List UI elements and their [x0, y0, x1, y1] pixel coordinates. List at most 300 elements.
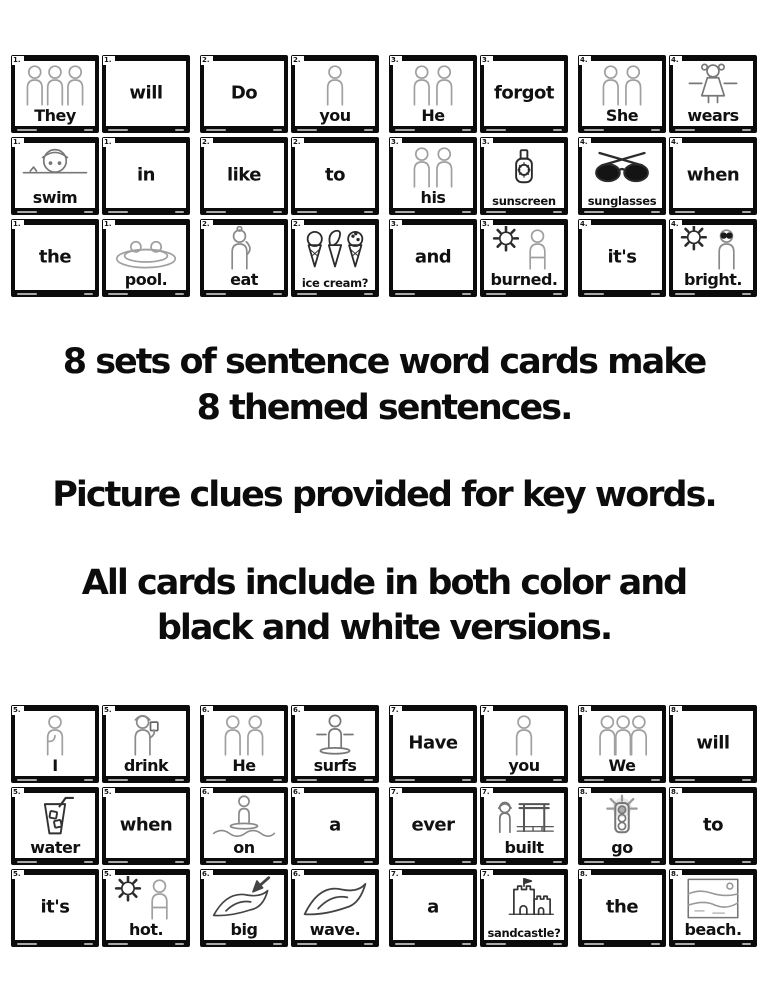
card-fine-print-right [651, 943, 660, 945]
card-row [11, 869, 757, 947]
card-set-number: 4. [670, 138, 682, 147]
card-set-number: 7. [390, 706, 402, 715]
card-word: you [319, 106, 351, 126]
card-word: the [605, 896, 639, 918]
card-pair [389, 137, 568, 215]
card-set-number: 5. [12, 788, 24, 797]
card-fine-print-right [84, 293, 93, 295]
card-word: it's [607, 246, 637, 268]
card-row [11, 55, 757, 133]
builder-icon [485, 794, 563, 839]
card-face [106, 875, 186, 940]
word-card [200, 705, 288, 783]
card-word: beach. [684, 920, 742, 940]
card-face [484, 875, 564, 940]
card-word: drink [123, 756, 169, 776]
sun-boy-icon [107, 876, 185, 921]
card-fine-print-left [17, 861, 37, 863]
word-card [480, 219, 568, 297]
card-fine-print-right [175, 779, 184, 781]
card-pair [11, 787, 190, 865]
word-card [291, 787, 379, 865]
card-word: it's [40, 896, 70, 918]
card-face [673, 793, 753, 858]
description-line: 8 sets of sentence word cards make [62, 342, 706, 382]
card-set-number: 3. [390, 138, 402, 147]
card-fine-print-left [206, 861, 226, 863]
card-face [106, 793, 186, 858]
card-word: surfs [313, 756, 357, 776]
card-fine-print-right [273, 211, 282, 213]
word-card [578, 55, 666, 133]
card-word: a [329, 814, 341, 836]
card-face [393, 225, 473, 290]
description-line: Picture clues provided for key words. [52, 475, 716, 515]
word-card [200, 869, 288, 947]
card-fine-print-left [206, 779, 226, 781]
card-word: I [52, 756, 58, 776]
card-face [582, 143, 662, 208]
word-card [102, 869, 190, 947]
card-fine-print-right [364, 779, 373, 781]
card-face [204, 61, 284, 126]
card-fine-print-left [395, 211, 415, 213]
card-word: sunscreen [492, 193, 556, 208]
card-word: in [137, 164, 155, 186]
card-fine-print-left [584, 943, 604, 945]
card-fine-print-left [486, 861, 506, 863]
card-face [673, 225, 753, 290]
card-pair [389, 787, 568, 865]
card-set-number: 3. [390, 56, 402, 65]
card-fine-print-right [742, 943, 751, 945]
card-fine-print-left [395, 943, 415, 945]
card-fine-print-left [486, 129, 506, 131]
card-fine-print-left [486, 293, 506, 295]
card-face [295, 225, 375, 290]
top-card-grid [0, 55, 768, 297]
people-two-icon [394, 62, 472, 107]
card-face [204, 225, 284, 290]
card-fine-print-left [17, 293, 37, 295]
water-glass-icon [16, 794, 94, 839]
card-set-number: 1. [12, 56, 24, 65]
sunscreen-bottle-icon [485, 144, 563, 189]
card-word: built [504, 838, 544, 858]
card-fine-print-right [462, 129, 471, 131]
person-icon [485, 712, 563, 757]
card-fine-print-left [108, 211, 128, 213]
sandcastle-icon [485, 876, 563, 921]
card-face [15, 225, 95, 290]
card-pair [11, 705, 190, 783]
card-pair [578, 705, 757, 783]
card-fine-print-right [364, 129, 373, 131]
card-face [484, 61, 564, 126]
card-fine-print-left [395, 861, 415, 863]
card-face [106, 711, 186, 776]
card-word: forgot [494, 82, 554, 104]
card-pair [578, 219, 757, 297]
word-card [200, 137, 288, 215]
card-pair [200, 787, 379, 865]
card-set-number: 6. [292, 870, 304, 879]
card-set-number: 3. [481, 138, 493, 147]
card-face [393, 143, 473, 208]
card-fine-print-left [206, 211, 226, 213]
card-fine-print-right [651, 129, 660, 131]
people-two-icon [583, 62, 661, 107]
card-word: to [325, 164, 345, 186]
card-set-number: 1. [12, 138, 24, 147]
card-word: pool. [124, 270, 168, 290]
card-face [295, 61, 375, 126]
word-card [291, 219, 379, 297]
card-word: sandcastle? [487, 925, 561, 940]
card-fine-print-right [553, 129, 562, 131]
card-face [393, 711, 473, 776]
family-icon [583, 712, 661, 757]
card-fine-print-left [297, 211, 317, 213]
word-card [200, 219, 288, 297]
description-line: black and white versions. [156, 608, 612, 648]
word-card [389, 137, 477, 215]
word-card [480, 705, 568, 783]
word-card [669, 55, 757, 133]
card-set-number: 8. [579, 870, 591, 879]
card-fine-print-right [462, 861, 471, 863]
card-set-number: 5. [103, 706, 115, 715]
word-card [578, 787, 666, 865]
card-face [484, 711, 564, 776]
card-set-number: 2. [292, 56, 304, 65]
card-fine-print-right [462, 943, 471, 945]
card-set-number: 6. [201, 706, 213, 715]
word-card [669, 137, 757, 215]
card-word: like [226, 164, 262, 186]
card-word: wave. [309, 920, 361, 940]
card-face [204, 793, 284, 858]
card-fine-print-right [273, 293, 282, 295]
card-face [673, 875, 753, 940]
card-fine-print-right [364, 861, 373, 863]
card-face [393, 793, 473, 858]
card-word: They [34, 106, 76, 126]
card-set-number: 7. [390, 870, 402, 879]
word-card [291, 705, 379, 783]
kid-drinking-icon [107, 712, 185, 757]
card-word: when [119, 814, 173, 836]
card-pair [200, 137, 379, 215]
card-set-number: 4. [670, 220, 682, 229]
people-two-icon [205, 712, 283, 757]
card-fine-print-left [486, 211, 506, 213]
card-fine-print-left [297, 861, 317, 863]
card-word: wears [687, 106, 739, 126]
card-row [11, 787, 757, 865]
card-pair [11, 219, 190, 297]
description-paragraph-2 [0, 473, 768, 519]
card-fine-print-right [175, 943, 184, 945]
card-word: big [230, 920, 258, 940]
card-set-number: 4. [579, 138, 591, 147]
card-face [295, 711, 375, 776]
card-fine-print-left [297, 129, 317, 131]
card-word: ever [411, 814, 455, 836]
girl-icon [674, 62, 752, 107]
word-card [200, 55, 288, 133]
card-fine-print-right [84, 943, 93, 945]
word-card [11, 137, 99, 215]
card-fine-print-left [675, 129, 695, 131]
surfer-wave-icon [205, 794, 283, 839]
card-fine-print-left [108, 779, 128, 781]
word-card [291, 55, 379, 133]
word-card [11, 787, 99, 865]
word-card [102, 705, 190, 783]
card-pair [389, 55, 568, 133]
word-card [11, 705, 99, 783]
word-card [669, 219, 757, 297]
card-fine-print-right [84, 779, 93, 781]
card-face [582, 875, 662, 940]
sunglasses-icon [583, 144, 661, 189]
word-card [291, 137, 379, 215]
card-word: burned. [490, 270, 558, 290]
card-set-number: 3. [481, 56, 493, 65]
card-pair [200, 55, 379, 133]
card-fine-print-left [675, 943, 695, 945]
wave-icon [296, 876, 374, 921]
card-set-number: 5. [12, 870, 24, 879]
word-card [480, 137, 568, 215]
card-fine-print-left [17, 779, 37, 781]
card-set-number: 7. [481, 870, 493, 879]
card-set-number: 6. [292, 706, 304, 715]
card-row [11, 705, 757, 783]
sun-sunglasses-kid-icon [674, 226, 752, 271]
card-set-number: 1. [12, 220, 24, 229]
word-card [578, 219, 666, 297]
card-fine-print-right [175, 293, 184, 295]
surfer-icon [296, 712, 374, 757]
card-set-number: 8. [579, 788, 591, 797]
card-fine-print-right [364, 293, 373, 295]
word-card [480, 869, 568, 947]
card-set-number: 2. [292, 220, 304, 229]
card-fine-print-left [108, 293, 128, 295]
card-fine-print-left [108, 943, 128, 945]
card-fine-print-right [742, 293, 751, 295]
card-fine-print-right [273, 861, 282, 863]
word-card [102, 55, 190, 133]
traffic-light-icon [583, 794, 661, 839]
card-fine-print-right [651, 293, 660, 295]
card-set-number: 1. [103, 138, 115, 147]
card-pair [200, 219, 379, 297]
card-row [11, 137, 757, 215]
card-fine-print-left [17, 211, 37, 213]
word-card [669, 787, 757, 865]
card-word: go [611, 838, 633, 858]
description-paragraph-1 [0, 340, 768, 431]
description-line: All cards include in both color and [81, 562, 687, 603]
card-word: water [30, 838, 80, 858]
card-set-number: 3. [390, 220, 402, 229]
word-card [389, 219, 477, 297]
card-face [393, 61, 473, 126]
card-word: sunglasses [587, 193, 657, 208]
card-fine-print-left [206, 943, 226, 945]
card-face [673, 143, 753, 208]
card-fine-print-left [108, 861, 128, 863]
card-fine-print-left [486, 943, 506, 945]
card-face [295, 793, 375, 858]
card-face [582, 711, 662, 776]
card-fine-print-right [273, 943, 282, 945]
card-face [484, 793, 564, 858]
word-card [389, 55, 477, 133]
card-set-number: 8. [670, 870, 682, 879]
card-fine-print-right [462, 293, 471, 295]
card-word: and [414, 246, 452, 268]
card-set-number: 4. [579, 56, 591, 65]
card-face [484, 143, 564, 208]
card-word: Have [408, 732, 458, 754]
bottom-card-grid-inner [11, 705, 757, 947]
card-fine-print-left [297, 779, 317, 781]
word-card [389, 869, 477, 947]
card-face [673, 61, 753, 126]
card-fine-print-right [84, 861, 93, 863]
card-pair [389, 869, 568, 947]
card-fine-print-right [175, 861, 184, 863]
card-fine-print-right [742, 211, 751, 213]
word-card [389, 787, 477, 865]
word-card [102, 787, 190, 865]
card-fine-print-left [584, 211, 604, 213]
card-fine-print-right [553, 861, 562, 863]
card-fine-print-left [584, 779, 604, 781]
card-fine-print-left [395, 129, 415, 131]
card-set-number: 5. [103, 870, 115, 879]
card-face [15, 61, 95, 126]
card-word: you [508, 756, 540, 776]
word-card [578, 137, 666, 215]
card-set-number: 7. [481, 706, 493, 715]
card-set-number: 6. [292, 788, 304, 797]
top-card-grid-inner [11, 55, 757, 297]
card-fine-print-right [364, 211, 373, 213]
card-fine-print-left [206, 293, 226, 295]
card-fine-print-left [486, 779, 506, 781]
card-fine-print-right [553, 943, 562, 945]
card-pair [200, 705, 379, 783]
card-fine-print-right [651, 211, 660, 213]
person-pointing-icon [16, 712, 94, 757]
word-card [11, 219, 99, 297]
card-set-number: 4. [579, 220, 591, 229]
card-pair [389, 219, 568, 297]
card-word: ice cream? [301, 275, 369, 290]
card-row [11, 219, 757, 297]
card-fine-print-right [273, 779, 282, 781]
card-face [204, 143, 284, 208]
card-word: to [703, 814, 723, 836]
card-fine-print-right [742, 779, 751, 781]
card-word: the [38, 246, 72, 268]
card-word: She [605, 106, 639, 126]
card-set-number: 8. [579, 706, 591, 715]
card-pair [200, 869, 379, 947]
card-set-number: 5. [103, 788, 115, 797]
card-fine-print-left [17, 943, 37, 945]
word-card [669, 869, 757, 947]
word-card [11, 869, 99, 947]
people-two-icon [394, 144, 472, 189]
card-word: on [233, 838, 255, 858]
card-fine-print-right [84, 211, 93, 213]
card-fine-print-right [553, 293, 562, 295]
card-fine-print-left [584, 861, 604, 863]
card-pair [11, 55, 190, 133]
card-set-number: 2. [201, 138, 213, 147]
card-set-number: 5. [12, 706, 24, 715]
card-fine-print-right [273, 129, 282, 131]
card-face [673, 711, 753, 776]
bottom-card-grid [0, 705, 768, 947]
card-face [484, 225, 564, 290]
card-fine-print-left [395, 779, 415, 781]
card-set-number: 2. [201, 56, 213, 65]
card-face [106, 143, 186, 208]
card-set-number: 2. [201, 220, 213, 229]
word-card [11, 55, 99, 133]
card-word: will [696, 732, 730, 754]
sun-boy-icon [485, 226, 563, 271]
kids-three-icon [16, 62, 94, 107]
card-word: when [686, 164, 740, 186]
card-fine-print-right [651, 779, 660, 781]
swimmer-icon [16, 144, 94, 189]
card-word: hot. [128, 920, 164, 940]
card-face [582, 793, 662, 858]
word-card [578, 705, 666, 783]
card-word: eat [230, 270, 258, 290]
description-paragraph-3 [0, 561, 768, 652]
pool-icon [107, 226, 185, 271]
word-card [669, 705, 757, 783]
card-set-number: 8. [670, 788, 682, 797]
card-word: He [421, 106, 445, 126]
word-card [200, 787, 288, 865]
card-pair [578, 137, 757, 215]
ice-cream-cones-icon [296, 226, 374, 271]
card-face [106, 225, 186, 290]
card-fine-print-right [553, 211, 562, 213]
card-set-number: 6. [201, 788, 213, 797]
card-pair [578, 55, 757, 133]
word-card [389, 705, 477, 783]
card-word: swim [32, 188, 78, 208]
card-fine-print-right [364, 943, 373, 945]
card-fine-print-left [108, 129, 128, 131]
word-card [102, 137, 190, 215]
word-card [578, 869, 666, 947]
card-set-number: 1. [103, 220, 115, 229]
card-fine-print-right [742, 129, 751, 131]
person-icon [296, 62, 374, 107]
